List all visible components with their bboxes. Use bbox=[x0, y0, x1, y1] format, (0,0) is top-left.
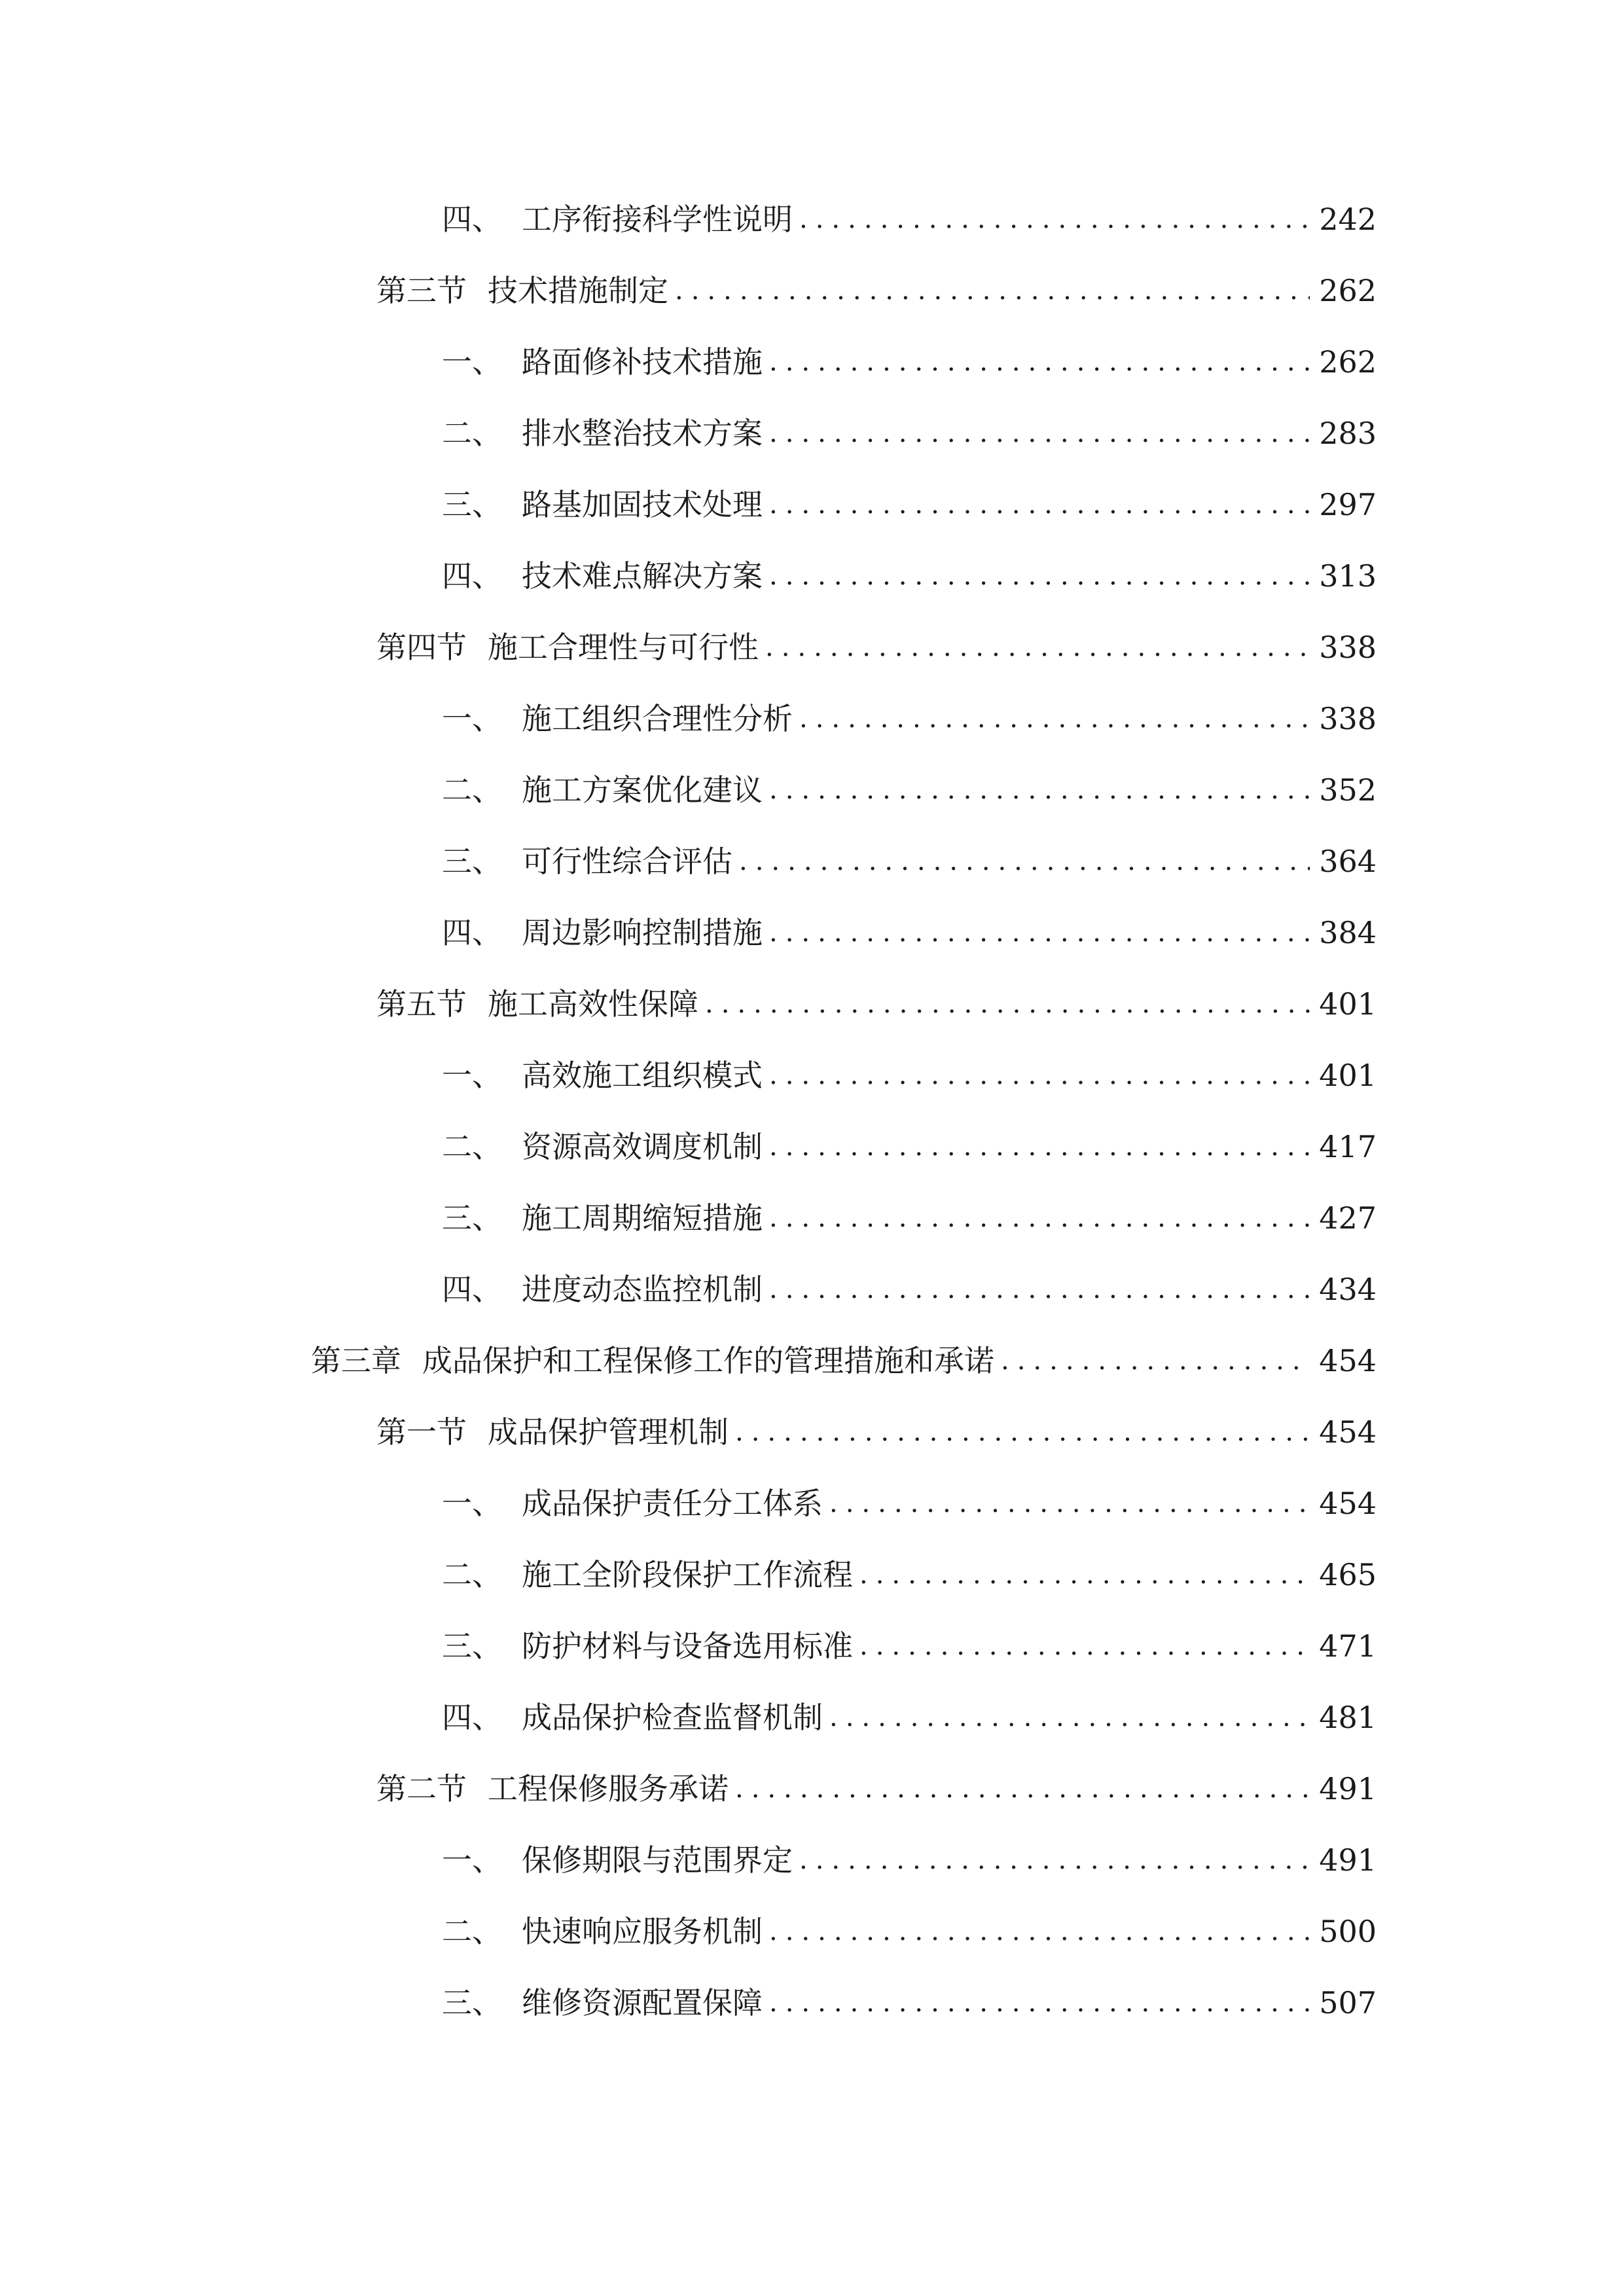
toc-entry-page: 500 bbox=[1319, 1914, 1377, 1949]
toc-entry-page: 364 bbox=[1319, 844, 1377, 879]
toc-entry[interactable] bbox=[442, 1545, 1377, 1604]
toc-entry-title: 工程保修服务承诺 bbox=[488, 1771, 729, 1806]
toc-entry-page: 454 bbox=[1319, 1414, 1377, 1450]
toc-entry-number: 二、 bbox=[442, 1557, 502, 1592]
toc-entry-page: 262 bbox=[1319, 273, 1377, 308]
toc-entry[interactable] bbox=[442, 1474, 1377, 1533]
toc-entry-title: 快速响应服务机制 bbox=[522, 1914, 763, 1949]
toc-dot-leader bbox=[799, 190, 1310, 249]
toc-dot-leader bbox=[735, 1403, 1310, 1462]
toc-entry[interactable] bbox=[376, 975, 1377, 1033]
toc-entry-title: 工序衔接科学性说明 bbox=[522, 202, 793, 237]
toc-entry-number: 四、 bbox=[442, 558, 502, 594]
toc-entry[interactable] bbox=[376, 1403, 1377, 1462]
toc-entry[interactable] bbox=[442, 1617, 1377, 1676]
toc-entry[interactable] bbox=[442, 1189, 1377, 1247]
toc-entry-page: 417 bbox=[1319, 1129, 1377, 1164]
toc-entry-page: 401 bbox=[1319, 1058, 1377, 1093]
toc-dot-leader bbox=[769, 404, 1310, 463]
toc-entry-page: 297 bbox=[1319, 487, 1377, 522]
toc-entry-number: 三、 bbox=[442, 1985, 502, 2020]
toc-entry[interactable] bbox=[442, 1973, 1377, 2032]
toc-entry-page: 434 bbox=[1319, 1272, 1377, 1307]
toc-entry-page: 471 bbox=[1319, 1628, 1377, 1664]
toc-entry-number: 二、 bbox=[442, 772, 502, 808]
toc-dot-leader bbox=[769, 1260, 1310, 1319]
toc-dot-leader bbox=[769, 1117, 1310, 1176]
toc-dot-leader bbox=[859, 1617, 1310, 1676]
toc-entry-title: 进度动态监控机制 bbox=[522, 1272, 763, 1307]
toc-entry-title: 施工高效性保障 bbox=[488, 986, 698, 1022]
toc-dot-leader bbox=[829, 1474, 1310, 1533]
toc-entry-page: 242 bbox=[1319, 202, 1377, 237]
toc-entry-number: 二、 bbox=[442, 416, 502, 451]
toc-entry[interactable] bbox=[442, 1117, 1377, 1176]
toc-entry-title: 成品保护责任分工体系 bbox=[522, 1486, 823, 1521]
toc-entry-title: 施工全阶段保护工作流程 bbox=[522, 1557, 853, 1592]
toc-entry-number: 三、 bbox=[442, 844, 502, 879]
toc-dot-leader bbox=[769, 1189, 1310, 1247]
toc-entry-title: 施工合理性与可行性 bbox=[488, 630, 759, 665]
toc-entry[interactable] bbox=[442, 190, 1377, 249]
toc-entry[interactable] bbox=[442, 903, 1377, 962]
toc-dot-leader bbox=[1001, 1331, 1310, 1390]
toc-entry-number: 三、 bbox=[442, 1628, 502, 1664]
toc-entry-title: 保修期限与范围界定 bbox=[522, 1842, 793, 1878]
toc-entry-page: 454 bbox=[1319, 1343, 1377, 1378]
toc-entry-title: 施工周期缩短措施 bbox=[522, 1200, 763, 1236]
toc-entry-number: 四、 bbox=[442, 915, 502, 950]
toc-entry-page: 262 bbox=[1319, 344, 1377, 380]
toc-entry-title: 成品保护检查监督机制 bbox=[522, 1700, 823, 1735]
toc-entry-number: 一、 bbox=[442, 1486, 502, 1521]
toc-entry-page: 283 bbox=[1319, 416, 1377, 451]
toc-dot-leader bbox=[799, 1831, 1310, 1890]
toc-entry-number: 二、 bbox=[442, 1914, 502, 1949]
toc-dot-leader bbox=[769, 1973, 1310, 2032]
toc-entry-page: 465 bbox=[1319, 1557, 1377, 1592]
toc-entry-number: 三、 bbox=[442, 1200, 502, 1236]
toc-entry-page: 338 bbox=[1319, 630, 1377, 665]
toc-entry[interactable] bbox=[442, 547, 1377, 605]
toc-entry-number: 第二节 bbox=[376, 1771, 467, 1806]
toc-dot-leader bbox=[769, 475, 1310, 534]
toc-entry-number: 第四节 bbox=[376, 630, 467, 665]
toc-entry-title: 技术措施制定 bbox=[488, 273, 668, 308]
toc-dot-leader bbox=[769, 1902, 1310, 1961]
toc-entry-title: 成品保护和工程保修工作的管理措施和承诺 bbox=[422, 1343, 994, 1378]
toc-entry[interactable] bbox=[376, 1759, 1377, 1818]
toc-dot-leader bbox=[735, 1759, 1310, 1818]
toc-entry-number: 三、 bbox=[442, 487, 502, 522]
toc-entry-number: 第三章 bbox=[311, 1343, 401, 1378]
toc-entry[interactable] bbox=[442, 1902, 1377, 1961]
toc-entry-number: 一、 bbox=[442, 1842, 502, 1878]
toc-entry[interactable] bbox=[442, 1046, 1377, 1105]
toc-entry-title: 路基加固技术处理 bbox=[522, 487, 763, 522]
toc-entry-title: 施工组织合理性分析 bbox=[522, 701, 793, 736]
toc-entry[interactable] bbox=[442, 1260, 1377, 1319]
toc-entry-title: 技术难点解决方案 bbox=[522, 558, 763, 594]
toc-dot-leader bbox=[765, 618, 1310, 677]
toc-entry-number: 第一节 bbox=[376, 1414, 467, 1450]
toc-entry-number: 一、 bbox=[442, 1058, 502, 1093]
toc-entry-number: 一、 bbox=[442, 701, 502, 736]
toc-dot-leader bbox=[675, 261, 1310, 320]
toc-entry-title: 可行性综合评估 bbox=[522, 844, 732, 879]
toc-entry-number: 一、 bbox=[442, 344, 502, 380]
toc-entry-number: 四、 bbox=[442, 202, 502, 237]
toc-entry[interactable] bbox=[442, 1688, 1377, 1747]
toc-entry[interactable] bbox=[442, 832, 1377, 891]
toc-dot-leader bbox=[769, 332, 1310, 391]
toc-entry-page: 427 bbox=[1319, 1200, 1377, 1236]
toc-entry-title: 防护材料与设备选用标准 bbox=[522, 1628, 853, 1664]
toc-entry-title: 资源高效调度机制 bbox=[522, 1129, 763, 1164]
toc-entry-number: 第三节 bbox=[376, 273, 467, 308]
toc-entry-page: 491 bbox=[1319, 1771, 1377, 1806]
toc-entry[interactable] bbox=[442, 332, 1377, 391]
toc-dot-leader bbox=[769, 761, 1310, 819]
toc-dot-leader bbox=[769, 903, 1310, 962]
toc-entry[interactable] bbox=[442, 475, 1377, 534]
toc-dot-leader bbox=[739, 832, 1310, 891]
toc-entry-number: 第五节 bbox=[376, 986, 467, 1022]
toc-entry-page: 454 bbox=[1319, 1486, 1377, 1521]
toc-entry-number: 四、 bbox=[442, 1700, 502, 1735]
toc-entry-page: 338 bbox=[1319, 701, 1377, 736]
toc-entry-page: 491 bbox=[1319, 1842, 1377, 1878]
toc-entry-title: 成品保护管理机制 bbox=[488, 1414, 729, 1450]
toc-entry-title: 维修资源配置保障 bbox=[522, 1985, 763, 2020]
toc-dot-leader bbox=[705, 975, 1310, 1033]
toc-entry-page: 481 bbox=[1319, 1700, 1377, 1735]
toc-entry-title: 路面修补技术措施 bbox=[522, 344, 763, 380]
toc-entry-number: 二、 bbox=[442, 1129, 502, 1164]
toc-entry-title: 施工方案优化建议 bbox=[522, 772, 763, 808]
toc-entry[interactable] bbox=[376, 618, 1377, 677]
toc-entry[interactable] bbox=[311, 1331, 1377, 1390]
toc-entry-page: 401 bbox=[1319, 986, 1377, 1022]
toc-dot-leader bbox=[859, 1545, 1310, 1604]
toc-entry[interactable] bbox=[442, 404, 1377, 463]
toc-entry-page: 507 bbox=[1319, 1985, 1377, 2020]
toc-entry-title: 高效施工组织模式 bbox=[522, 1058, 763, 1093]
toc-entry[interactable] bbox=[442, 761, 1377, 819]
toc-entry-title: 排水整治技术方案 bbox=[522, 416, 763, 451]
toc-dot-leader bbox=[799, 689, 1310, 748]
toc-dot-leader bbox=[829, 1688, 1310, 1747]
toc-entry-title: 周边影响控制措施 bbox=[522, 915, 763, 950]
toc-entry-page: 384 bbox=[1319, 915, 1377, 950]
toc-dot-leader bbox=[769, 547, 1310, 605]
toc-entry-number: 四、 bbox=[442, 1272, 502, 1307]
toc-entry-page: 352 bbox=[1319, 772, 1377, 808]
toc-entry[interactable] bbox=[442, 1831, 1377, 1890]
toc-entry[interactable] bbox=[442, 689, 1377, 748]
toc-dot-leader bbox=[769, 1046, 1310, 1105]
toc-entry-page: 313 bbox=[1319, 558, 1377, 594]
toc-entry[interactable] bbox=[376, 261, 1377, 320]
